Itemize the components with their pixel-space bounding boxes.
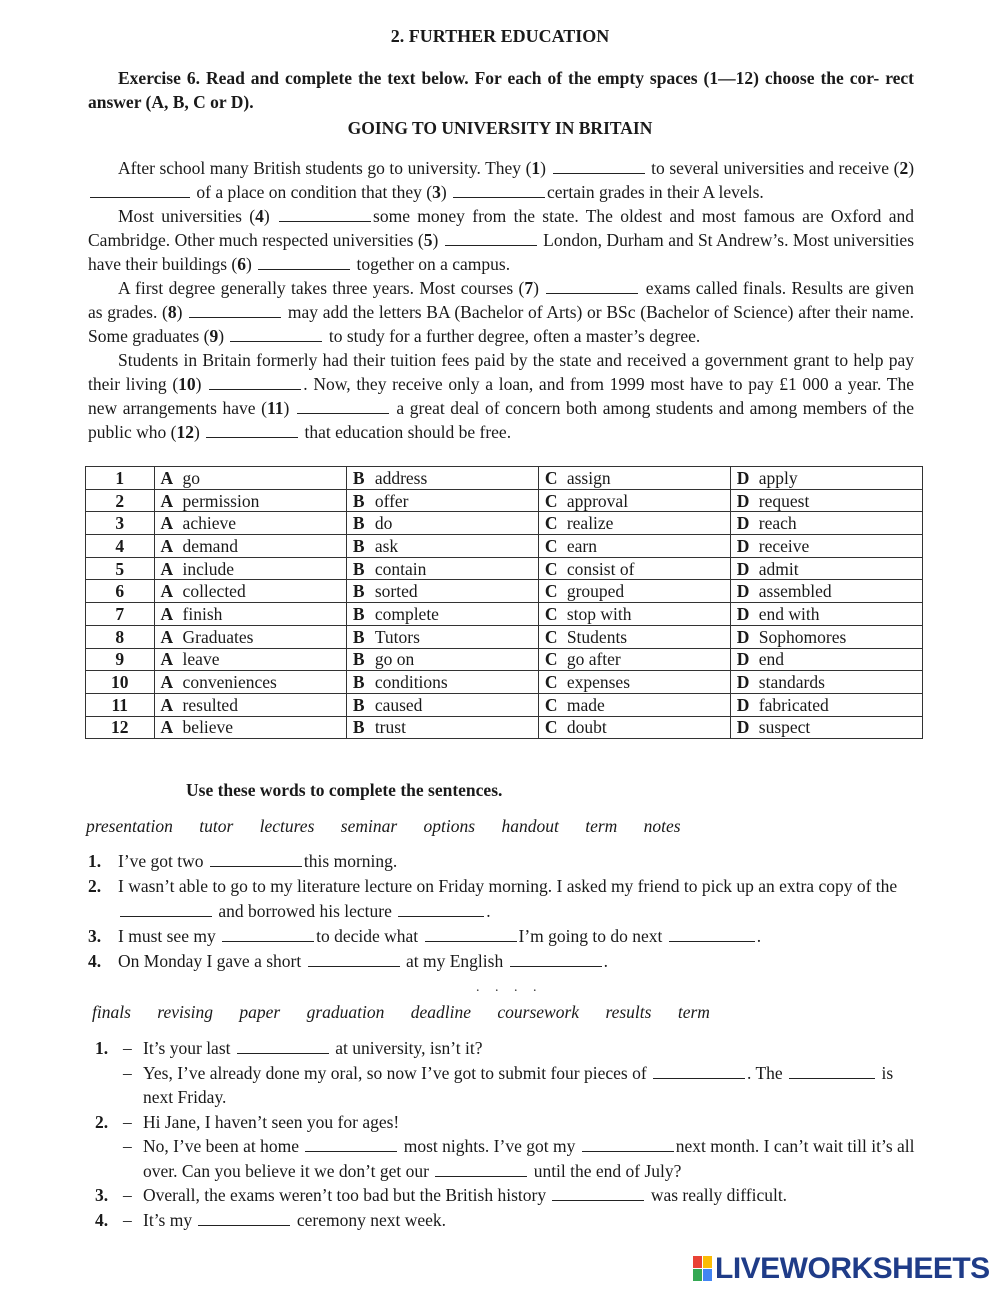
section-title: 2. FURTHER EDUCATION — [390, 26, 610, 46]
option-text: apply — [758, 467, 798, 488]
sentence-item: 2. I wasn’t able to go to my literature lecture on Friday morning. I asked my friend to pick up an extra copy of the and borrowed his lecture . — [88, 876, 898, 921]
option-c[interactable] — [538, 716, 730, 739]
blank-3[interactable] — [453, 183, 545, 198]
option-letter: D — [736, 649, 750, 670]
option-letter: A — [160, 626, 174, 647]
option-a[interactable] — [154, 603, 346, 626]
answer-row — [86, 693, 923, 716]
text-title: GOING TO UNIVERSITY IN BRITAIN — [347, 118, 653, 138]
question-number: 1 — [86, 467, 155, 490]
answer-options-table — [85, 466, 923, 739]
separator-dots: . . . . — [476, 980, 543, 995]
word-bank-word[interactable]: deadline — [410, 1002, 472, 1022]
option-letter: C — [544, 513, 558, 534]
option-c[interactable] — [538, 580, 730, 603]
sentence-blank[interactable] — [222, 927, 314, 942]
option-b[interactable] — [346, 512, 538, 535]
option-text: admit — [758, 558, 799, 579]
blank-8[interactable] — [189, 303, 281, 318]
answer-row — [86, 580, 923, 603]
word-bank-word[interactable]: graduation — [306, 1002, 385, 1022]
sentence-item: 4. On Monday I gave a short at my English . — [88, 951, 608, 971]
option-d[interactable] — [730, 648, 922, 671]
option-b[interactable] — [346, 716, 538, 739]
option-b[interactable] — [346, 648, 538, 671]
blank-7[interactable] — [546, 279, 638, 294]
passage-paragraph-1: After school many British students go to university. They (1) to several universities and receive (2) of a place on condition that they (3) certain grades in their A levels. — [88, 156, 914, 204]
option-letter: A — [160, 717, 174, 738]
option-text: standards — [758, 672, 825, 693]
dialogue-blank[interactable] — [552, 1186, 644, 1201]
option-letter: A — [160, 694, 174, 715]
option-letter: B — [352, 717, 365, 738]
option-c[interactable] — [538, 489, 730, 512]
option-text: Graduates — [182, 626, 254, 647]
option-text: doubt — [566, 717, 607, 738]
option-text: expenses — [566, 672, 631, 693]
blank-1[interactable] — [553, 159, 645, 174]
option-text: caused — [374, 694, 423, 715]
option-c[interactable] — [538, 512, 730, 535]
option-text: offer — [374, 490, 409, 511]
answer-row — [86, 671, 923, 694]
liveworksheets-logo-icon — [693, 1256, 713, 1282]
word-bank-word[interactable]: seminar — [340, 816, 398, 836]
option-letter: D — [736, 490, 750, 511]
option-d[interactable] — [730, 535, 922, 558]
question-number: 7 — [86, 603, 155, 626]
option-letter: C — [544, 626, 558, 647]
option-letter: C — [544, 535, 558, 556]
option-letter: C — [544, 490, 558, 511]
option-text: sorted — [374, 581, 418, 602]
use-words-heading: Use these words to complete the sentences. — [186, 780, 503, 800]
dialogue-blank[interactable] — [305, 1137, 397, 1152]
passage-paragraph-2: Most universities (4) some money from the state. The oldest and most famous are Oxford and Cambridge. Other much respected universities (5) London, Durham and St Andrew’s. Most universities have their buildings (6) together on a campus. — [88, 206, 915, 274]
option-text: end with — [758, 603, 820, 624]
option-letter: D — [736, 467, 750, 488]
option-c[interactable] — [538, 693, 730, 716]
option-text: end — [758, 649, 785, 670]
word-bank-2 — [92, 1002, 732, 1023]
option-letter: B — [352, 535, 365, 556]
liveworksheets-logo-text: LIVEWORKSHEETS — [715, 1252, 990, 1285]
option-letter: B — [352, 694, 365, 715]
option-letter: C — [544, 672, 558, 693]
option-c[interactable] — [538, 625, 730, 648]
option-a[interactable] — [154, 535, 346, 558]
option-d[interactable] — [730, 489, 922, 512]
option-text: go on — [374, 649, 415, 670]
option-c[interactable] — [538, 557, 730, 580]
blank-9[interactable] — [230, 327, 322, 342]
option-b[interactable] — [346, 671, 538, 694]
option-letter: D — [736, 581, 750, 602]
option-text: grouped — [566, 581, 625, 602]
word-bank-word[interactable]: presentation — [86, 816, 173, 836]
word-bank-1 — [86, 816, 703, 837]
option-c[interactable] — [538, 467, 730, 490]
option-letter: D — [736, 535, 750, 556]
word-bank-word[interactable]: finals — [92, 1002, 131, 1022]
exercise-instruction-text: Read and complete the text below. For each of the empty spaces (1—12) choose the cor- rect answer (A, B, C or D). — [88, 68, 915, 112]
sentence-blank[interactable] — [308, 952, 400, 967]
blank-2[interactable] — [90, 183, 190, 198]
answer-row — [86, 467, 923, 490]
option-d[interactable] — [730, 716, 922, 739]
word-bank-word[interactable]: results — [605, 1002, 652, 1022]
answer-row — [86, 512, 923, 535]
option-letter: C — [544, 581, 558, 602]
option-letter: B — [352, 558, 365, 579]
word-bank-word[interactable]: paper — [239, 1002, 281, 1022]
option-b[interactable] — [346, 603, 538, 626]
option-text: Tutors — [374, 626, 420, 647]
option-letter: D — [736, 672, 750, 693]
option-letter: A — [160, 649, 174, 670]
passage-paragraph-3: A first degree generally takes three years. Most courses (7) exams called finals. Results are given as grades. (8) may add the letters BA (Bachelor of Arts) or BSc (Bachelor of Science) after their name. Some graduates (9) to study for a further degree, often a master’s degree. — [88, 278, 915, 346]
word-bank-word[interactable]: options — [423, 816, 476, 836]
question-number: 6 — [86, 580, 155, 603]
option-text: complete — [374, 603, 439, 624]
question-number: 3 — [86, 512, 155, 535]
word-bank-word[interactable]: tutor — [199, 816, 234, 836]
answer-row — [86, 557, 923, 580]
option-c[interactable] — [538, 648, 730, 671]
option-d[interactable] — [730, 467, 922, 490]
blank-11[interactable] — [297, 399, 389, 414]
option-d[interactable] — [730, 603, 922, 626]
option-text: assign — [566, 467, 611, 488]
sentence-blank[interactable] — [425, 927, 517, 942]
option-text: Students — [566, 626, 628, 647]
option-text: resulted — [182, 694, 238, 715]
option-b[interactable] — [346, 580, 538, 603]
word-bank-word[interactable]: coursework — [497, 1002, 580, 1022]
option-d[interactable] — [730, 580, 922, 603]
option-letter: D — [736, 603, 750, 624]
question-number: 11 — [86, 693, 155, 716]
dialogue-blank[interactable] — [198, 1211, 290, 1226]
option-letter: A — [160, 603, 174, 624]
sentences-list-1 — [88, 849, 918, 974]
word-bank-word[interactable]: term — [677, 1002, 710, 1022]
option-a[interactable] — [154, 467, 346, 490]
option-text: suspect — [758, 717, 811, 738]
word-bank-word[interactable]: term — [585, 816, 618, 836]
option-letter: C — [544, 694, 558, 715]
option-letter: A — [160, 490, 174, 511]
sentence-item: 1. I’ve got two this morning. — [88, 851, 398, 871]
option-a[interactable] — [154, 580, 346, 603]
option-text: do — [374, 513, 393, 534]
option-letter: B — [352, 490, 365, 511]
blank-6[interactable] — [258, 255, 350, 270]
option-letter: C — [544, 467, 558, 488]
word-bank-word[interactable]: revising — [157, 1002, 214, 1022]
option-text: include — [182, 558, 235, 579]
option-a[interactable] — [154, 716, 346, 739]
reading-passage — [88, 156, 914, 444]
option-text: Sophomores — [758, 626, 847, 647]
option-b[interactable] — [346, 535, 538, 558]
option-letter: B — [352, 603, 365, 624]
option-text: go — [182, 467, 201, 488]
option-letter: B — [352, 513, 365, 534]
option-letter: A — [160, 558, 174, 579]
sentence-blank[interactable] — [669, 927, 755, 942]
option-letter: D — [736, 717, 750, 738]
option-text: conveniences — [182, 672, 277, 693]
passage-paragraph-4: Students in Britain formerly had their tuition fees paid by the state and received a government grant to help pay their living (10) . Now, they receive only a loan, and from 1999 most have to pay £1 000 a year. The new arrangements have (11) a great deal of concern both among students and among members of the public who (12) that education should be free. — [88, 350, 915, 442]
sentence-item: 3. I must see my to decide what I’m going to do next . — [88, 926, 762, 946]
sentence-blank[interactable] — [210, 852, 302, 867]
option-text: contain — [374, 558, 427, 579]
option-c[interactable] — [538, 603, 730, 626]
dialogue-blank[interactable] — [237, 1039, 329, 1054]
option-text: realize — [566, 513, 614, 534]
question-number: 12 — [86, 716, 155, 739]
option-letter: D — [736, 513, 750, 534]
liveworksheets-logo[interactable] — [693, 1252, 990, 1286]
option-text: permission — [182, 490, 260, 511]
option-a[interactable] — [154, 625, 346, 648]
option-d[interactable] — [730, 625, 922, 648]
word-bank-word[interactable]: lectures — [259, 816, 315, 836]
answer-row — [86, 489, 923, 512]
option-d[interactable] — [730, 512, 922, 535]
option-text: achieve — [182, 513, 236, 534]
sentence-blank[interactable] — [398, 902, 484, 917]
option-a[interactable] — [154, 693, 346, 716]
question-number: 5 — [86, 557, 155, 580]
question-number: 4 — [86, 535, 155, 558]
option-text: address — [374, 467, 428, 488]
option-text: believe — [182, 717, 234, 738]
answer-row — [86, 603, 923, 626]
word-bank-word[interactable]: notes — [643, 816, 681, 836]
option-c[interactable] — [538, 671, 730, 694]
option-text: earn — [566, 535, 597, 556]
option-letter: D — [736, 558, 750, 579]
option-text: request — [758, 490, 810, 511]
option-letter: D — [736, 626, 750, 647]
option-text: ask — [374, 535, 399, 556]
option-text: leave — [182, 649, 220, 670]
option-b[interactable] — [346, 625, 538, 648]
question-number: 2 — [86, 489, 155, 512]
option-letter: A — [160, 672, 174, 693]
option-a[interactable] — [154, 512, 346, 535]
sentence-blank[interactable] — [120, 902, 212, 917]
option-b[interactable] — [346, 467, 538, 490]
option-letter: C — [544, 717, 558, 738]
sentence-blank[interactable] — [510, 952, 602, 967]
dialogue-blank[interactable] — [789, 1064, 875, 1079]
option-text: finish — [182, 603, 223, 624]
dialogue-blank[interactable] — [653, 1064, 745, 1079]
option-letter: B — [352, 672, 365, 693]
answer-row — [86, 625, 923, 648]
question-number: 9 — [86, 648, 155, 671]
option-text: demand — [182, 535, 238, 556]
exercise-instruction — [88, 66, 914, 114]
option-text: approval — [566, 490, 629, 511]
exercise-label: Exercise 6. — [118, 68, 200, 88]
option-letter: C — [544, 603, 558, 624]
option-letter: A — [160, 513, 174, 534]
option-letter: B — [352, 581, 365, 602]
blank-10[interactable] — [209, 375, 301, 390]
option-letter: B — [352, 626, 365, 647]
answer-row — [86, 535, 923, 558]
option-d[interactable] — [730, 693, 922, 716]
option-text: stop with — [566, 603, 632, 624]
option-letter: C — [544, 558, 558, 579]
dialogue-blank[interactable] — [435, 1162, 527, 1177]
word-bank-word[interactable]: handout — [501, 816, 559, 836]
option-c[interactable] — [538, 535, 730, 558]
option-b[interactable] — [346, 489, 538, 512]
dialogue-item-1: 1. – It’s your last at university, isn’t it? – Yes, I’ve already done my oral, so now I’ve got to submit four pieces of . The is next Friday. — [95, 1038, 894, 1107]
dialogue-item-4: 4. – It’s my ceremony next week. — [95, 1209, 447, 1230]
option-d[interactable] — [730, 671, 922, 694]
option-a[interactable] — [154, 557, 346, 580]
blank-12[interactable] — [206, 423, 298, 438]
option-text: assembled — [758, 581, 832, 602]
dialogue-list — [95, 1036, 915, 1232]
answer-row — [86, 648, 923, 671]
option-letter: B — [352, 467, 365, 488]
option-text: made — [566, 694, 605, 715]
question-number: 10 — [86, 671, 155, 694]
option-letter: A — [160, 581, 174, 602]
option-d[interactable] — [730, 557, 922, 580]
option-a[interactable] — [154, 671, 346, 694]
option-text: conditions — [374, 672, 448, 693]
option-letter: B — [352, 649, 365, 670]
option-a[interactable] — [154, 648, 346, 671]
option-letter: A — [160, 467, 174, 488]
option-a[interactable] — [154, 489, 346, 512]
option-text: consist of — [566, 558, 635, 579]
option-text: receive — [758, 535, 810, 556]
dialogue-blank[interactable] — [582, 1137, 674, 1152]
option-letter: C — [544, 649, 558, 670]
question-number: 8 — [86, 625, 155, 648]
option-text: trust — [374, 717, 406, 738]
option-b[interactable] — [346, 693, 538, 716]
option-letter: A — [160, 535, 174, 556]
option-text: go after — [566, 649, 621, 670]
option-letter: D — [736, 694, 750, 715]
option-b[interactable] — [346, 557, 538, 580]
blank-4[interactable] — [279, 207, 371, 222]
option-text: collected — [182, 581, 246, 602]
option-text: fabricated — [758, 694, 829, 715]
dialogue-item-2: 2. – Hi Jane, I haven’t seen you for ages! – No, I’ve been at home most nights. I’ve got my next month. I can’t wait till it’s all over. Can you believe it we don’t get our until the end of July? — [95, 1111, 915, 1181]
option-text: reach — [758, 513, 797, 534]
answer-row — [86, 716, 923, 739]
dialogue-item-3: 3. – Overall, the exams weren’t too bad but the British history was really difficult. — [95, 1185, 788, 1205]
blank-5[interactable] — [445, 231, 537, 246]
